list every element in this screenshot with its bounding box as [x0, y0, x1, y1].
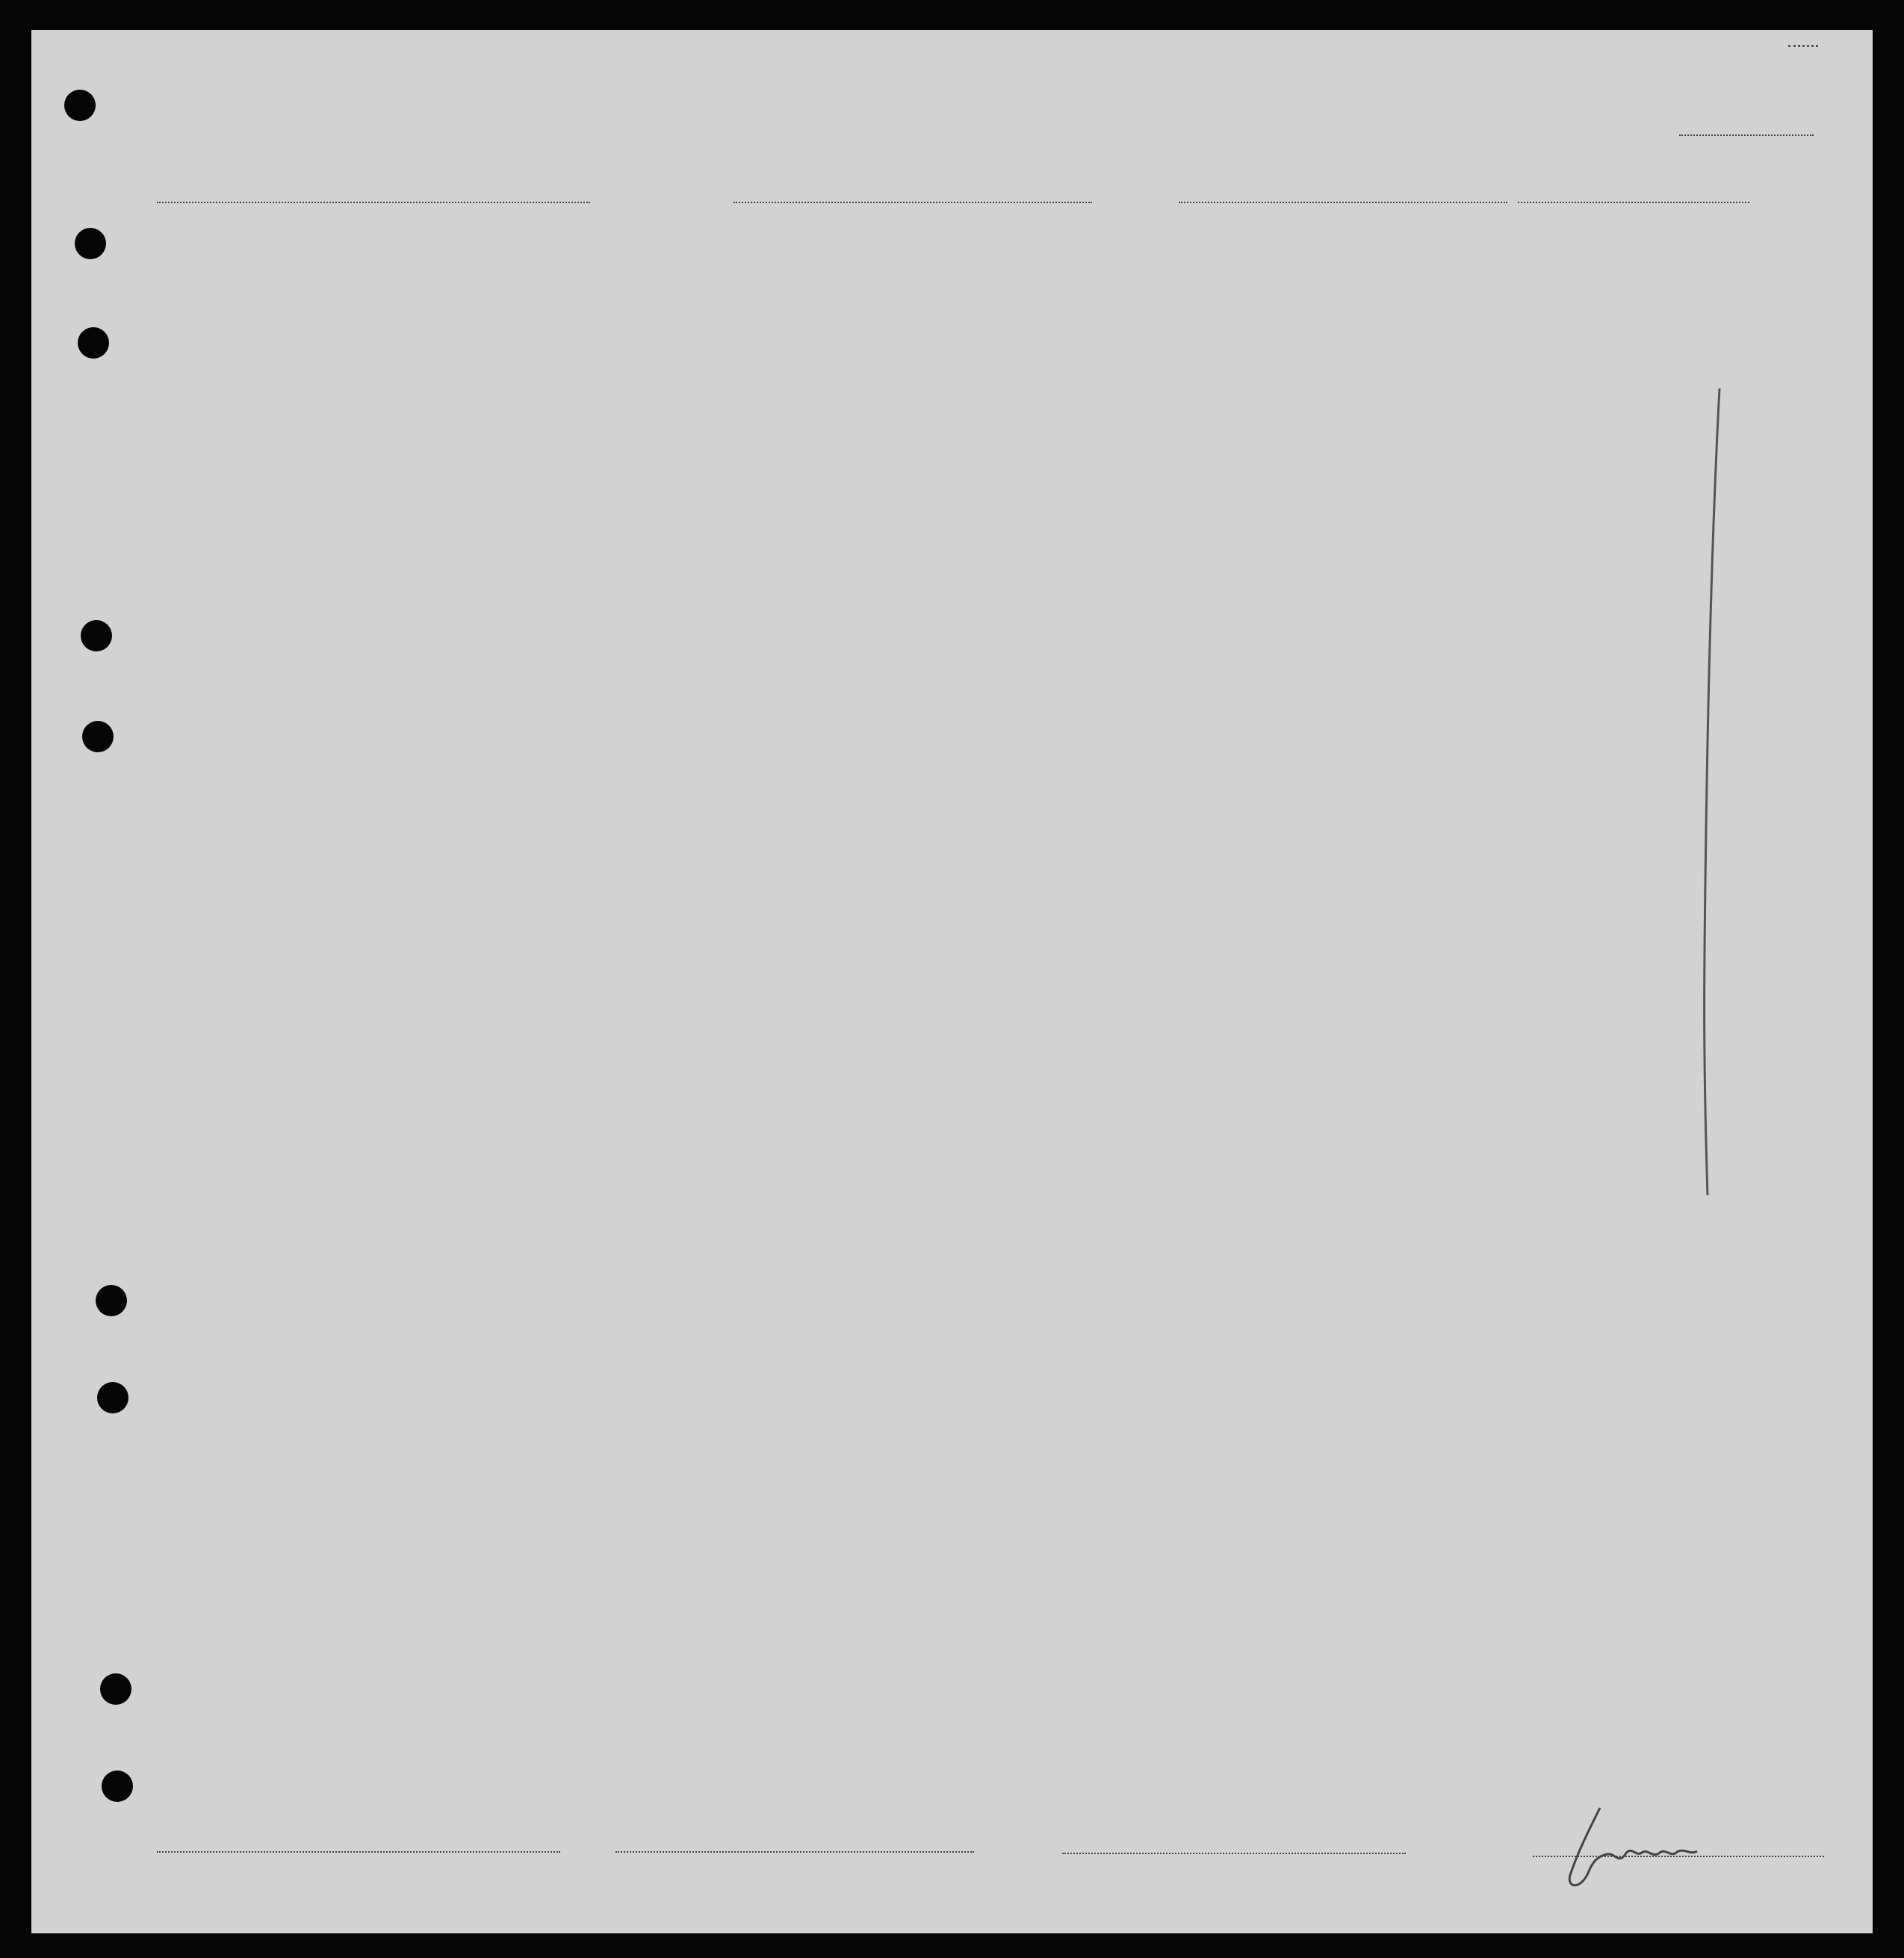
- punch-hole: [81, 620, 112, 651]
- punch-hole: [100, 1673, 131, 1705]
- action-column-line: [1690, 381, 1749, 1203]
- punch-hole: [96, 1285, 127, 1316]
- col-given-header: [385, 291, 600, 303]
- punch-hole: [75, 228, 106, 259]
- col-action-header: [1647, 218, 1823, 266]
- col-discharged-header: [1055, 218, 1120, 254]
- punch-hole: [64, 90, 96, 121]
- col-country-header: [1120, 218, 1239, 254]
- col-remarks-header: [1471, 218, 1647, 255]
- col-serial-header: [1344, 218, 1471, 242]
- col-shipped-header: [846, 218, 1055, 242]
- manifest-page: [31, 30, 1873, 1933]
- punch-hole: [102, 1770, 133, 1802]
- col-where-header: [951, 282, 1055, 294]
- punch-hole: [78, 327, 109, 359]
- punch-hole: [97, 1382, 128, 1413]
- corner-marks: [1788, 45, 1818, 52]
- col-when-header: [846, 282, 951, 294]
- col-position-header: [703, 218, 846, 254]
- officer-signature: [1548, 1800, 1712, 1897]
- punch-hole: [82, 721, 114, 752]
- col-treated-header: [1239, 218, 1344, 242]
- col-family-header: [110, 291, 385, 303]
- col-length-header: [600, 218, 703, 254]
